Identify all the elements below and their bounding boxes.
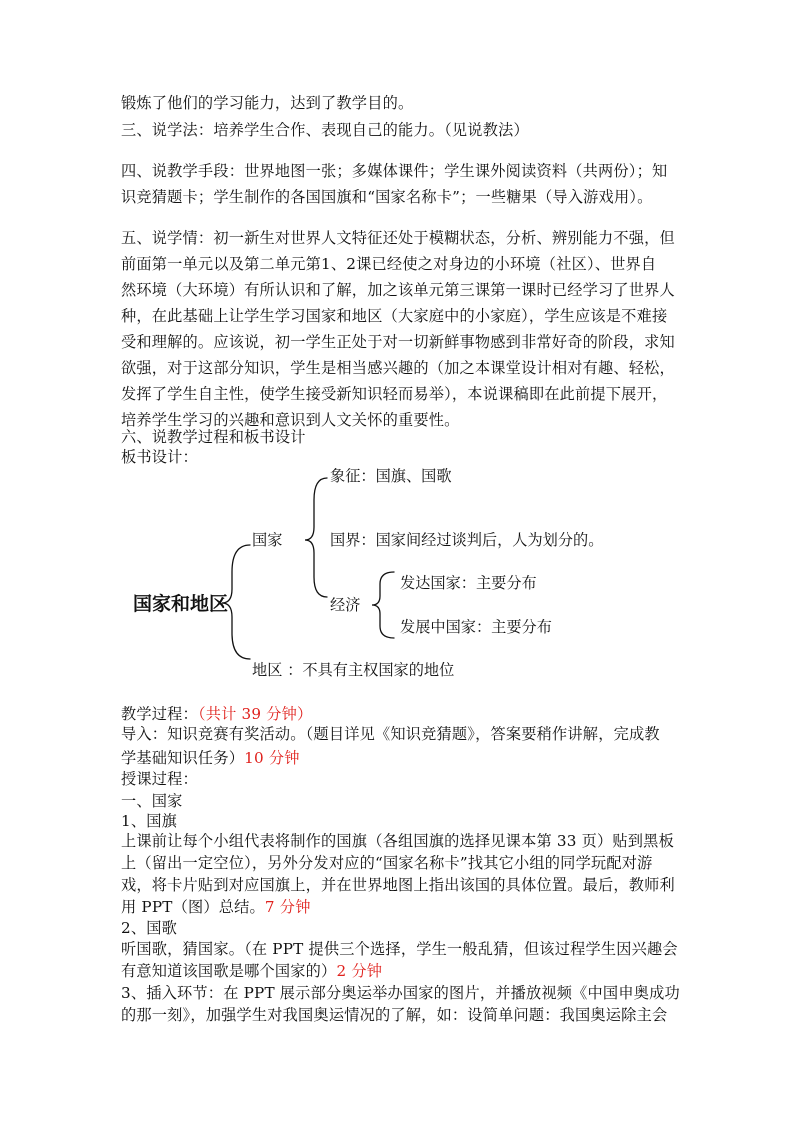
text-line: 种，在此基础上让学生学习国家和地区（大家庭中的小家庭），学生应该是不难接 [121,307,668,325]
text-line: 学基础知识任务）10 分钟 [121,749,300,767]
anthem-time: 2 分钟 [336,962,383,980]
text-line: 受和理解的。应该说，初一学生正处于对一切新鲜事物感到非常好奇的阶段，求知 [121,333,675,351]
text-line: 的那一刻》，加强学生对我国奥运情况的了解，如：设简单问题：我国奥运除主会 [121,1006,668,1024]
text-line: 欲强，对于这部分知识，学生是相当感兴趣的（加之本课堂设计相对有趣、轻松， [121,359,675,377]
text-line: 四、说教学手段：世界地图一张；多媒体课件；学生课外阅读资料（共两份）；知 [121,162,668,180]
flag-time: 7 分钟 [264,898,311,916]
brace-country [305,478,327,597]
text-line: 培养学生学习的兴趣和意识到人文关怀的重要性。 [121,411,460,429]
text-line: 授课过程： [121,770,198,788]
text-line: 1、国旗 [121,812,178,830]
board-economy: 经济 [330,596,361,614]
text-line: 戏，将卡片贴到对应国旗上，并在世界地图上指出该国的具体位置。最后，教师利 [121,876,675,894]
process-heading: 教学过程：（共计 39 分钟） [121,705,313,723]
text-line: 锻炼了他们的学习能力，达到了教学目的。 [121,94,414,112]
board-region: 地区 ：不具有主权国家的地位 [252,661,455,679]
text-line: 上课前让每个小组代表将制作的国旗（各组国旗的选择见课本第 33 页）贴到黑板 [121,832,674,850]
text-line: 用 PPT（图）总结。7 分钟 [121,898,311,916]
text-line: 前面第一单元以及第二单元第1、2课已经使之对身边的小环境（社区）、世界自 [121,255,657,273]
total-time: （共计 39 分钟） [197,705,313,723]
text-line: 一、国家 [121,792,183,810]
text-line: 三、说学法：培养学生合作、表现自己的能力。（见说教法） [121,121,529,139]
text-line: 有意知道该国歌是哪个国家的）2 分钟 [121,962,383,980]
text-line: 3、插入环节：在 PPT 展示部分奥运举办国家的图片，并播放视频《中国申奥成功 [121,984,680,1002]
text-line: 然环境（大环境）有所认识和了解，加之该单元第三课第一课时已经学习了世界人 [121,281,675,299]
board-country: 国家 [252,531,283,549]
text-line: 听国歌，猜国家。（在 PPT 提供三个选择，学生一般乱猜，但该过程学生因兴趣会 [121,940,678,958]
text-line: 发挥了学生自主性，使学生接受新知识轻而易举），本说课稿即在此前提下展开， [121,385,668,403]
intro-time: 10 分钟 [244,749,300,767]
board-developed: 发达国家：主要分布 [400,574,537,592]
text-line: 导入：知识竞赛有奖活动。（题目详见《知识竞猜题》，答案要稍作讲解，完成教 [121,725,660,743]
board-border: 国界：国家间经过谈判后，人为划分的。 [330,531,604,549]
text-line: 五、说学情：初一新生对世界人文特征还处于模糊状态，分析、辨别能力不强，但 [121,229,675,247]
board-design-label: 板书设计： [121,448,198,466]
text-line: 识竞猜题卡；学生制作的各国国旗和“国家名称卡”；一些糖果（导入游戏用）。 [121,188,653,206]
text-line: 2、国歌 [121,919,178,937]
board-symbol: 象征：国旗、国歌 [330,467,452,485]
section-heading: 六、说教学过程和板书设计 [121,428,306,446]
text-line: 上（留出一定空位），另外分发对应的“国家名称卡”找其它小组的同学玩配对游 [121,854,653,872]
board-developing: 发展中国家：主要分布 [400,618,552,636]
board-title: 国家和地区 [133,593,229,615]
brace-economy [372,572,394,638]
